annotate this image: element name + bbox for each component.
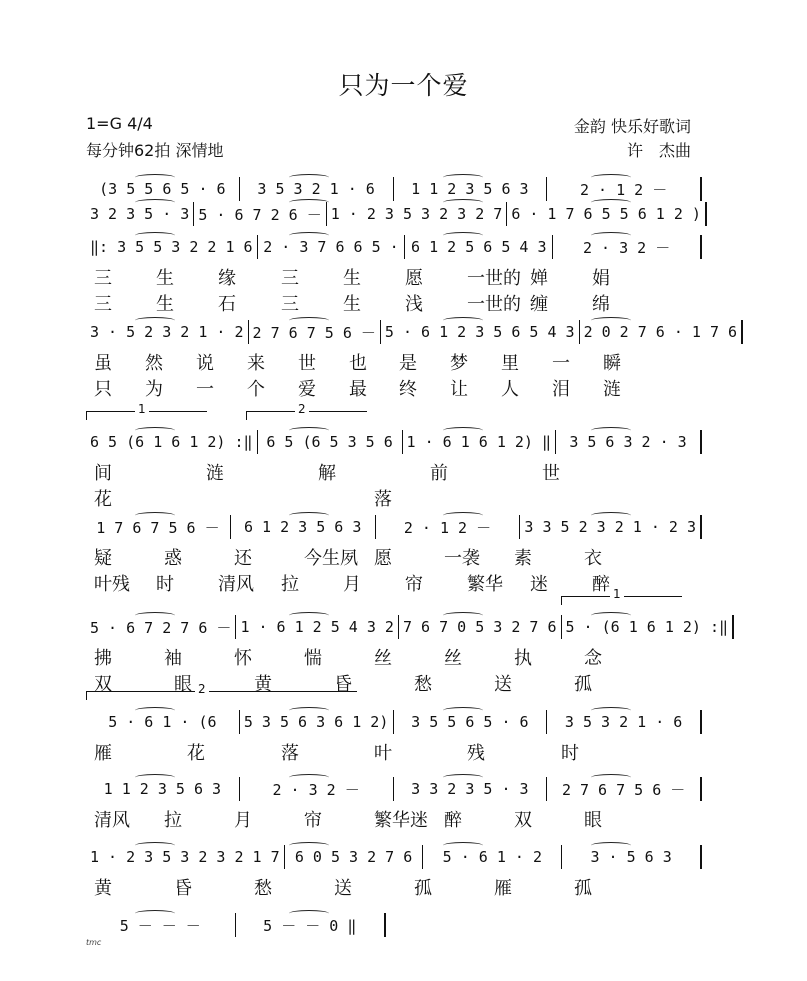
lyric-syllable: 黄 — [254, 674, 272, 695]
lyric-syllable: 丝 — [374, 648, 392, 669]
slur-mark — [443, 842, 483, 849]
lyric-syllable: 执 — [514, 648, 532, 669]
lyric-syllable: 时 — [561, 743, 579, 764]
lyric-syllable: 只 — [94, 379, 112, 400]
slur-mark — [591, 512, 631, 519]
lyric-syllable: 昏 — [334, 674, 352, 695]
key-signature: 1=G 4/4 — [86, 114, 153, 133]
lyric-syllable: 送 — [494, 674, 512, 695]
lyric-syllable: 绵 — [592, 294, 610, 315]
lyric-syllable: 叶残 — [94, 574, 130, 595]
slur-mark — [135, 707, 175, 714]
lyric-syllable: 孤 — [574, 878, 592, 899]
volta-number: 1 — [135, 402, 149, 416]
measure: ‖: 3 5 5 3 2 2 1 6 — [86, 235, 258, 259]
lyric-syllable: 是 — [399, 353, 417, 374]
measure: 2 · 1 2 － — [376, 515, 521, 539]
lyric-syllable: 月 — [234, 810, 252, 831]
measure: 5 － － － — [86, 913, 236, 937]
lyric-line — [86, 375, 702, 401]
measure: 5 · 6 7 2 7 6 － — [86, 615, 236, 639]
volta-bracket — [86, 682, 357, 700]
slur-mark — [135, 232, 175, 239]
lyric-syllable: 袖 — [164, 648, 182, 669]
lyric-syllable: 让 — [450, 379, 468, 400]
volta-bracket — [561, 587, 682, 605]
lyric-syllable: 花 — [94, 489, 112, 510]
lyric-syllable: 然 — [145, 353, 163, 374]
lyric-syllable: 涟 — [206, 463, 224, 484]
lyric-syllable: 三 — [281, 268, 299, 289]
lyric-syllable: 落 — [281, 743, 299, 764]
lyric-syllable: 眼 — [584, 810, 602, 831]
slur-mark — [135, 774, 175, 781]
slur-mark — [135, 199, 175, 206]
measure: 6 1 2 5 6 5 4 3 — [405, 235, 553, 259]
measure: 1 · 2 3 5 3 2 3 2 1 7 — [86, 845, 285, 869]
tempo-marking: 每分钟62拍 深情地 — [86, 141, 224, 160]
slur-mark — [591, 707, 631, 714]
lyric-syllable: 拉 — [164, 810, 182, 831]
lyric-syllable: 终 — [399, 379, 417, 400]
lyric-syllable: 愁 — [414, 674, 432, 695]
lyric-syllable: 残 — [467, 743, 485, 764]
lyric-syllable: 念 — [584, 648, 602, 669]
measure: 1 · 6 1 6 1 2) ‖ — [403, 430, 557, 454]
lyric-line — [86, 349, 702, 375]
lyric-syllable: 拉 — [281, 574, 299, 595]
lyric-syllable: 还 — [234, 548, 252, 569]
slur-mark — [135, 512, 175, 519]
slur-mark — [443, 317, 483, 324]
lyric-syllable: 清风 — [94, 810, 130, 831]
lyric-syllable: 三 — [94, 294, 112, 315]
lyric-syllable: 瞬 — [603, 353, 621, 374]
lyric-syllable: 生 — [343, 294, 361, 315]
measure: 3 3 2 3 5 · 3 — [394, 777, 548, 801]
measure: 6 1 2 3 5 6 3 — [231, 515, 376, 539]
lyric-syllable: 人 — [501, 379, 519, 400]
lyric-syllable: 醉 — [444, 810, 462, 831]
measure: 7 6 7 0 5 3 2 7 6 — [399, 615, 562, 639]
lyric-line — [86, 739, 702, 765]
lyric-line — [86, 264, 702, 290]
measure: 1 7 6 7 5 6 － — [86, 515, 231, 539]
footer-mark: tmc — [86, 938, 102, 947]
measure: 3 5 5 6 5 · 6 — [394, 710, 548, 734]
lyric-syllable: 三 — [281, 294, 299, 315]
lyric-syllable: 也 — [349, 353, 367, 374]
slur-mark — [135, 910, 175, 917]
measure: 3 · 5 2 3 2 1 · 2 — [86, 320, 249, 344]
lyric-syllable: 石 — [218, 294, 236, 315]
lyric-syllable: 疑 — [94, 548, 112, 569]
slur-mark — [135, 612, 175, 619]
lyric-syllable: 世 — [298, 353, 316, 374]
notation-line — [86, 908, 386, 942]
lyric-syllable: 梦 — [450, 353, 468, 374]
lyric-syllable: 愿 — [405, 268, 423, 289]
slur-mark — [289, 512, 329, 519]
slur-mark — [135, 427, 175, 434]
slur-mark — [443, 174, 483, 181]
slur-mark — [135, 174, 175, 181]
lyric-syllable: 繁华迷 — [374, 810, 428, 831]
lyric-syllable: 一世的 — [467, 294, 521, 315]
lyric-syllable: 帘 — [304, 810, 322, 831]
lyric-syllable: 浅 — [405, 294, 423, 315]
slur-mark — [591, 174, 631, 181]
volta-number: 1 — [610, 587, 624, 601]
lyric-syllable: 孤 — [574, 674, 592, 695]
lyric-syllable: 为 — [145, 379, 163, 400]
measure: 6 5 (6 1 6 1 2) :‖ — [86, 430, 258, 454]
measure: 2 · 3 2 － — [240, 777, 394, 801]
lyric-syllable: 里 — [501, 353, 519, 374]
slur-mark — [443, 512, 483, 519]
measure: 2 · 3 2 － — [553, 235, 702, 259]
lyric-syllable: 缘 — [218, 268, 236, 289]
lyric-syllable: 爱 — [298, 379, 316, 400]
lyric-syllable: 叶 — [374, 743, 392, 764]
measure: 1 1 2 3 5 6 3 — [86, 777, 240, 801]
lyric-syllable: 今生夙 — [304, 548, 358, 569]
lyric-syllable: 生 — [343, 268, 361, 289]
measure: (3 5 5 6 5 · 6 — [86, 177, 240, 201]
slur-mark — [591, 774, 631, 781]
lyric-syllable: 惑 — [164, 548, 182, 569]
slur-mark — [591, 427, 631, 434]
measure: 5 · 6 7 2 6 － — [194, 202, 326, 226]
measure: 2 7 6 7 5 6 － — [547, 777, 702, 801]
measure: 6 · 1 7 6 5 5 6 1 2 ) — [507, 202, 707, 226]
lyricist-credit: 金韵 快乐好歌词 — [573, 117, 691, 136]
lyric-syllable: 花 — [187, 743, 205, 764]
lyric-syllable: 惴 — [304, 648, 322, 669]
composer-credit: 许 杰曲 — [626, 141, 691, 160]
lyric-syllable: 一袭 — [444, 548, 480, 569]
lyric-syllable: 前 — [430, 463, 448, 484]
measure: 3 5 6 3 2 · 3 — [556, 430, 702, 454]
measure: 5 · 6 1 · 2 — [423, 845, 562, 869]
slur-mark — [289, 174, 329, 181]
lyric-syllable: 娟 — [592, 268, 610, 289]
lyric-syllable: 丝 — [444, 648, 462, 669]
lyric-syllable: 繁华 — [467, 574, 503, 595]
measure: 1 · 6 1 2 5 4 3 2 — [236, 615, 399, 639]
lyric-syllable: 缠 — [530, 294, 548, 315]
lyric-syllable: 婵 — [530, 268, 548, 289]
lyric-syllable: 眼 — [174, 674, 192, 695]
lyric-syllable: 愿 — [374, 548, 392, 569]
lyric-line — [86, 644, 702, 670]
measure: 3 5 3 2 1 · 6 — [240, 177, 394, 201]
slur-mark — [289, 707, 329, 714]
slur-mark — [289, 199, 329, 206]
lyric-syllable: 最 — [349, 379, 367, 400]
lyric-syllable: 愁 — [254, 878, 272, 899]
slur-mark — [443, 774, 483, 781]
lyric-syllable: 生 — [156, 268, 174, 289]
lyric-syllable: 来 — [247, 353, 265, 374]
slur-mark — [443, 612, 483, 619]
lyric-line — [86, 290, 702, 316]
lyric-syllable: 一世的 — [467, 268, 521, 289]
slur-mark — [591, 612, 631, 619]
measure: 2 7 6 7 5 6 － — [249, 320, 381, 344]
slur-mark — [443, 199, 483, 206]
song-title: 只为一个爱 — [338, 71, 469, 100]
measure: 6 5 (6 5 3 5 6 — [258, 430, 403, 454]
lyric-syllable: 涟 — [603, 379, 621, 400]
measure: 5 · (6 1 6 1 2) :‖ — [562, 615, 735, 639]
lyric-syllable: 怀 — [234, 648, 252, 669]
slur-mark — [591, 232, 631, 239]
measure: 3 2 3 5 · 3 — [86, 202, 194, 226]
slur-mark — [289, 910, 329, 917]
measure: 5 · 6 1 2 3 5 6 5 4 3 — [381, 320, 580, 344]
slur-mark — [591, 842, 631, 849]
lyric-syllable: 世 — [542, 463, 560, 484]
slur-mark — [135, 317, 175, 324]
measure: 5 3 5 6 3 6 1 2) — [240, 710, 394, 734]
lyric-syllable: 雁 — [94, 743, 112, 764]
measure: 3 5 3 2 1 · 6 — [547, 710, 702, 734]
slur-mark — [289, 842, 329, 849]
measure: 2 · 3 7 6 6 5 · — [258, 235, 406, 259]
measure: 5 － － 0 ‖ — [236, 913, 387, 937]
slur-mark — [443, 232, 483, 239]
measure: 1 1 2 3 5 6 3 — [394, 177, 548, 201]
measure: 2 0 2 7 6 · 1 7 6 — [580, 320, 744, 344]
lyric-syllable: 时 — [156, 574, 174, 595]
lyric-line — [86, 459, 702, 485]
lyric-syllable: 双 — [514, 810, 532, 831]
measure: 1 · 2 3 5 3 2 3 2 7 — [327, 202, 508, 226]
volta-number: 2 — [295, 402, 309, 416]
lyric-line — [86, 806, 702, 832]
lyric-syllable: 迷 — [530, 574, 548, 595]
lyric-syllable: 雁 — [494, 878, 512, 899]
lyric-syllable: 个 — [247, 379, 265, 400]
slur-mark — [591, 317, 631, 324]
lyric-syllable: 送 — [334, 878, 352, 899]
lyric-syllable: 月 — [343, 574, 361, 595]
slur-mark — [289, 612, 329, 619]
lyric-syllable: 醉 — [592, 574, 610, 595]
measure: 5 · 6 1 · (6 — [86, 710, 240, 734]
lyric-syllable: 解 — [318, 463, 336, 484]
measure: 2 · 1 2 － — [547, 177, 702, 201]
lyric-syllable: 一 — [552, 353, 570, 374]
lyric-line — [86, 485, 702, 511]
lyric-syllable: 一 — [196, 379, 214, 400]
slur-mark — [289, 427, 329, 434]
lyric-syllable: 拂 — [94, 648, 112, 669]
slur-mark — [135, 842, 175, 849]
slur-mark — [443, 707, 483, 714]
lyric-line — [86, 874, 702, 900]
lyric-syllable: 间 — [94, 463, 112, 484]
lyric-syllable: 孤 — [414, 878, 432, 899]
slur-mark — [443, 427, 483, 434]
lyric-syllable: 双 — [94, 674, 112, 695]
lyric-syllable: 三 — [94, 268, 112, 289]
volta-number: 2 — [195, 682, 209, 696]
lyric-syllable: 泪 — [552, 379, 570, 400]
lyric-line — [86, 544, 702, 570]
slur-mark — [289, 317, 329, 324]
lyric-syllable: 清风 — [218, 574, 254, 595]
volta-bracket — [86, 402, 207, 420]
volta-bracket — [246, 402, 367, 420]
lyric-syllable: 黄 — [94, 878, 112, 899]
lyric-syllable: 昏 — [174, 878, 192, 899]
measure: 3 3 5 2 3 2 1 · 2 3 — [520, 515, 702, 539]
lyric-syllable: 生 — [156, 294, 174, 315]
lyric-syllable: 落 — [374, 489, 392, 510]
lyric-syllable: 说 — [196, 353, 214, 374]
lyric-syllable: 虽 — [94, 353, 112, 374]
measure: 3 · 5 6 3 — [562, 845, 702, 869]
slur-mark — [289, 774, 329, 781]
measure: 6 0 5 3 2 7 6 — [285, 845, 424, 869]
lyric-syllable: 素 — [514, 548, 532, 569]
slur-mark — [289, 232, 329, 239]
slur-mark — [591, 199, 631, 206]
lyric-syllable: 帘 — [405, 574, 423, 595]
lyric-syllable: 衣 — [584, 548, 602, 569]
